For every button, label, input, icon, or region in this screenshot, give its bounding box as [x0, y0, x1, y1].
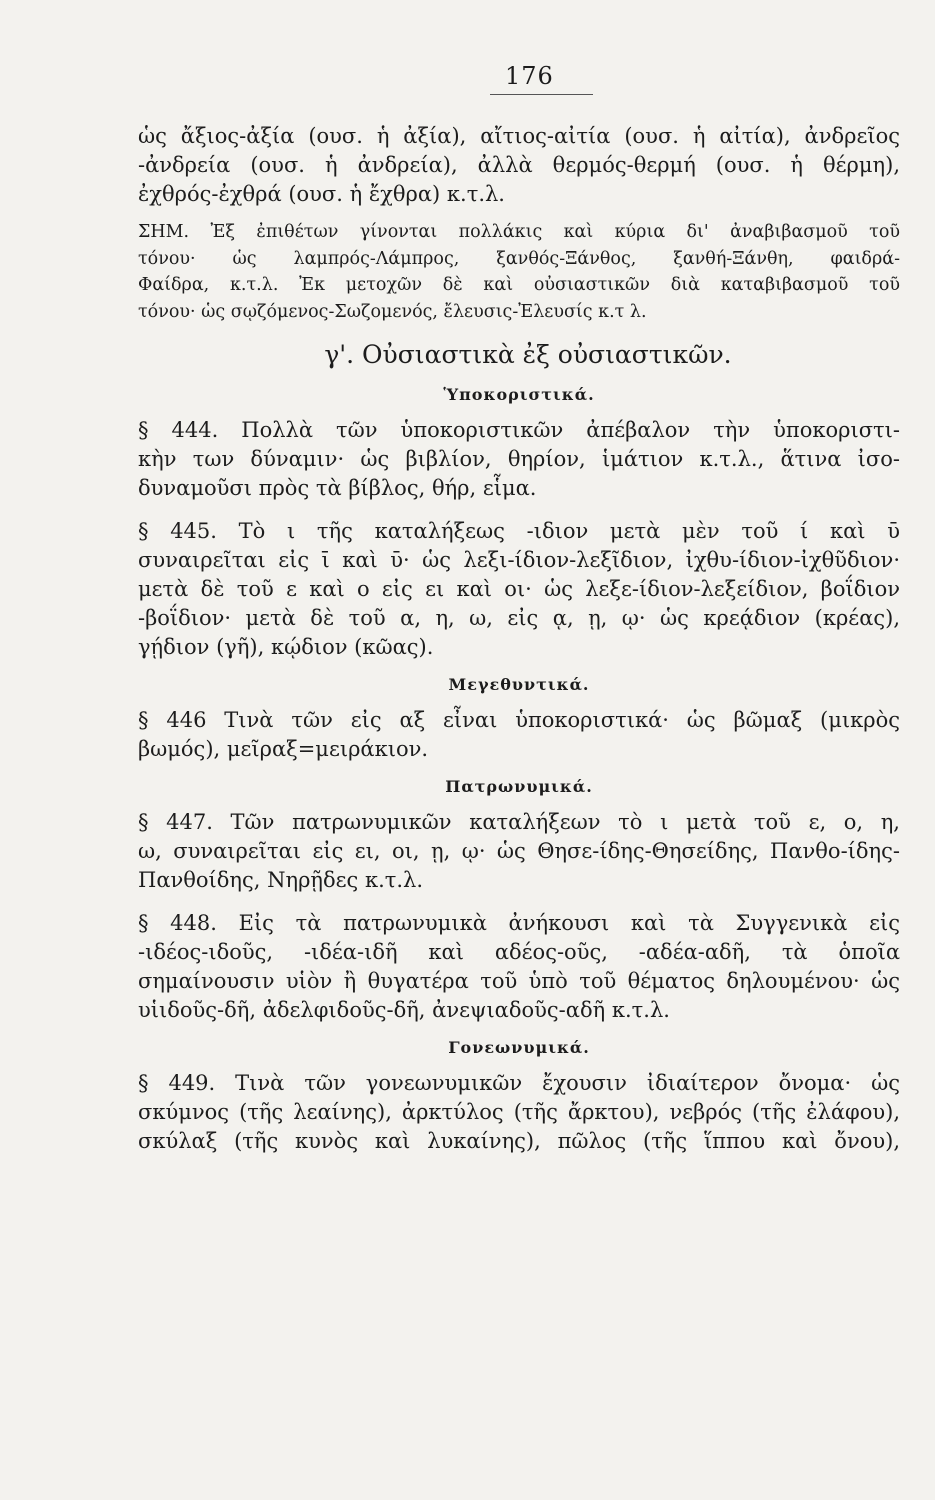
text-line: Πανθοίδης, Νηρῇδες κ.τ.λ.	[138, 868, 424, 892]
text-line: μετὰ δὲ τοῦ ε καὶ ο εἰς ει καὶ οι· ὡς λεξε-ίδιον-λεξείδιον, βοΐδιον	[138, 577, 900, 601]
text-line: σκύμνος (τῆς λεαίνης), ἀρκτύλος (τῆς ἄρκτου), νεβρός (τῆς ἐλάφου),	[138, 1100, 900, 1124]
page-number: 176	[505, 62, 554, 90]
note-paragraph	[138, 219, 900, 325]
paragraph-447	[138, 808, 900, 895]
text-line: § 445. Τὸ ι τῆς καταλήξεως -ιδιον μετὰ μὲν τοῦ ί καὶ ῡ	[138, 519, 900, 543]
text-line: ΣΗΜ. Ἐξ ἐπιθέτων γίνονται πολλάκις καὶ κύρια δι' ἀναβιβασμοῦ τοῦ	[138, 222, 900, 242]
text-line: τόνου· ὡς σῳζόμενος-Σωζομενός, ἔλευσις-Ἐλευσίς κ.τ λ.	[138, 301, 647, 322]
page-number-rule	[490, 94, 593, 95]
paragraph-444	[138, 416, 900, 503]
text-line: ὡς ἄξιος-ἀξία (ουσ. ἡ ἀξία), αἴτιος-αἰτία (ουσ. ἡ αἰτία), ἀνδρεῖος	[138, 124, 900, 148]
text-line: βωμός), μεῖραξ=μειράκιον.	[138, 737, 429, 761]
text-line: σκύλαξ (τῆς κυνὸς καὶ λυκαίνης), πῶλος (τῆς ἵππου καὶ ὄνου),	[138, 1129, 900, 1153]
text-line: υἱιδοῦς-δῆ, ἀδελφιδοῦς-δῆ, ἀνεψιαδοῦς-αδῆ κ.τ.λ.	[138, 998, 670, 1022]
paragraph-445	[138, 517, 900, 662]
paragraph-446	[138, 706, 900, 764]
text-line: § 447. Τῶν πατρωνυμικῶν καταλήξεων τὸ ι μετὰ τοῦ ε, ο, η,	[138, 810, 900, 834]
text-line: σημαίνουσιν υἱὸν ἢ θυγατέρα τοῦ ὑπὸ τοῦ θέματος δηλουμένου· ὡς	[138, 969, 900, 993]
text-line: γῄδιον (γῆ), κῴδιον (κῶας).	[138, 635, 434, 659]
text-line: § 448. Εἰς τὰ πατρωνυμικὰ ἀνήκουσι καὶ τὰ Συγγενικὰ εἰς	[138, 911, 900, 935]
subheading-patronymika: Πατρωνυμικά.	[445, 777, 593, 796]
text-line: ἐχθρός-ἐχθρά (ουσ. ἡ ἔχθρα) κ.τ.λ.	[138, 182, 505, 206]
text-line: δυναμοῦσι πρὸς τὰ βίβλος, θήρ, εἷμα.	[138, 476, 537, 500]
subheading-megethyntika: Μεγεθυντικά.	[448, 675, 590, 694]
paragraph-448	[138, 909, 900, 1025]
text-line: συναιρεῖται εἰς ῑ καὶ ῡ· ὡς λεξι-ίδιον-λεξῖδιον, ἰχθυ-ίδιον-ἰχθῦδιον·	[138, 548, 900, 572]
text-line: -ἀνδρεία (ουσ. ἡ ἀνδρεία), ἀλλὰ θερμός-θερμή (ουσ. ἡ θέρμη),	[138, 153, 900, 177]
text-line: κὴν των δύναμιν· ὡς βιβλίον, θηρίον, ἱμάτιον κ.τ.λ., ἅτινα ἰσο-	[138, 447, 900, 471]
text-line: -βοΐδιον· μετὰ δὲ τοῦ α, η, ω, εἰς ᾳ, ῃ, ῳ· ὡς κρεᾴδιον (κρέας),	[138, 606, 900, 630]
text-line: -ιδέος-ιδοῦς, -ιδέα-ιδῆ καὶ αδέος-οῦς, -αδέα-αδῆ, τὰ ὁποῖα	[138, 940, 900, 964]
text-line: τόνου· ὡς λαμπρός-Λάμπρος, ξανθός-Ξάνθος, ξανθή-Ξάνθη, φαιδρά-	[138, 248, 900, 269]
text-line: § 449. Τινὰ τῶν γονεωνυμικῶν ἔχουσιν ἰδιαίτερον ὄνομα· ὡς	[138, 1071, 900, 1095]
subheading-goneonymika: Γονεωνυμικά.	[448, 1038, 590, 1057]
subheading-hypokoristika: Ὑποκοριστικά.	[443, 385, 595, 404]
text-line: Φαίδρα, κ.τ.λ. Ἐκ μετοχῶν δὲ καὶ οὐσιαστικῶν διὰ καταβιβασμοῦ τοῦ	[138, 275, 900, 295]
text-line: § 446 Τινὰ τῶν εἰς αξ εἶναι ὑποκοριστικά· ὡς βῶμαξ (μικρὸς	[138, 708, 900, 732]
paragraph-449	[138, 1069, 900, 1156]
section-heading: γ'. Οὐσιαστικὰ ἐξ οὐσιαστικῶν.	[324, 340, 732, 369]
intro-paragraph	[138, 122, 900, 209]
text-line: § 444. Πολλὰ τῶν ὑποκοριστικῶν ἀπέβαλον τὴν ὑποκοριστι-	[138, 418, 900, 442]
page-body	[138, 122, 900, 1156]
text-line: ω, συναιρεῖται εἰς ει, οι, ῃ, ῳ· ὡς Θησε-ίδης-Θησείδης, Πανθο-ίδης-	[138, 839, 900, 863]
